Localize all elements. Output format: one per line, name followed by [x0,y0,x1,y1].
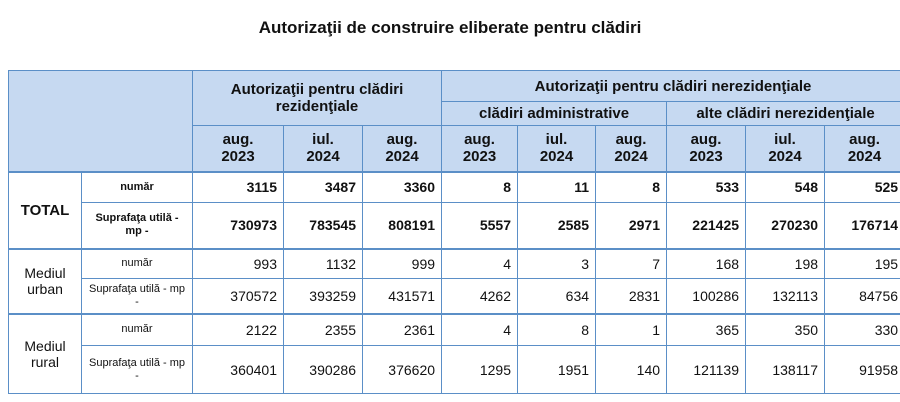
table-cell: 330 [825,314,900,346]
metric-label: număr [82,172,193,203]
period-month: aug. [222,131,254,149]
table-cell: 548 [746,172,825,203]
table-cell: 1295 [442,346,518,394]
table-cell: 393259 [284,279,363,314]
header-other-nonresidential: alte clădiri nerezidenţiale [667,102,900,126]
header-nonresidential: Autorizaţii pentru clădiri nerezidenţiale [442,71,900,102]
table-cell: 2122 [193,314,284,346]
table-cell: 5557 [442,203,518,249]
table-cell: 270230 [746,203,825,249]
period-month: aug. [690,131,722,149]
table-cell: 84756 [825,279,900,314]
group-label: Mediul urban [9,249,82,314]
header-residential: Autorizaţii pentru clădiri rezidenţiale [193,71,442,126]
table-cell: 365 [667,314,746,346]
group-label: TOTAL [9,172,82,249]
metric-label: Suprafaţa utilă - mp - [82,203,193,249]
table-cell: 140 [596,346,667,394]
statistics-table [8,70,900,394]
period-year: 2024 [614,148,648,166]
table-cell: 350 [746,314,825,346]
table-cell: 132113 [746,279,825,314]
table-row [9,314,900,346]
period-header [363,126,442,172]
table-cell: 7 [596,249,667,279]
group-label: Mediul rural [9,314,82,394]
table-row [9,279,900,314]
period-month: iul. [312,131,334,149]
table-cell: 176714 [825,203,900,249]
table-cell: 2585 [518,203,596,249]
table-cell: 3487 [284,172,363,203]
table-cell: 2361 [363,314,442,346]
table-row [9,172,900,203]
header-administrative: clădiri administrative [442,102,667,126]
table-cell: 4 [442,314,518,346]
table-cell: 91958 [825,346,900,394]
period-month: iul. [545,131,568,149]
table-cell: 783545 [284,203,363,249]
table-cell: 168 [667,249,746,279]
table-cell: 8 [596,172,667,203]
period-year: 2024 [385,148,419,166]
table-cell: 138117 [746,346,825,394]
table-cell: 3360 [363,172,442,203]
period-header [518,126,596,172]
table-row [9,346,900,394]
table-cell: 370572 [193,279,284,314]
period-month: aug. [615,131,647,149]
period-header [442,126,518,172]
metric-label: număr [82,249,193,279]
period-year: 2024 [847,148,882,166]
table-cell: 3 [518,249,596,279]
period-month: aug. [849,131,880,149]
table-cell: 4 [442,249,518,279]
table-cell: 360401 [193,346,284,394]
period-year: 2023 [689,148,723,166]
page-title: Autorizaţii de construire eliberate pentru clădiri [258,18,642,37]
table-cell: 11 [518,172,596,203]
table-cell: 4262 [442,279,518,314]
period-year: 2024 [539,148,574,166]
table-cell: 999 [363,249,442,279]
table-cell: 390286 [284,346,363,394]
table-cell: 2831 [596,279,667,314]
table-cell: 2355 [284,314,363,346]
metric-label: Suprafaţa utilă - mp - [82,279,193,314]
table-cell: 8 [442,172,518,203]
period-header [746,126,825,172]
table-cell: 431571 [363,279,442,314]
table-cell: 3115 [193,172,284,203]
period-header [825,126,900,172]
metric-label: număr [82,314,193,346]
table-cell: 376620 [363,346,442,394]
period-year: 2023 [462,148,497,166]
period-header [667,126,746,172]
table-cell: 8 [518,314,596,346]
table-cell: 1 [596,314,667,346]
table-cell: 198 [746,249,825,279]
table-cell: 634 [518,279,596,314]
period-header [193,126,284,172]
table-cell: 533 [667,172,746,203]
period-year: 2024 [768,148,802,166]
table-cell: 121139 [667,346,746,394]
period-month: aug. [464,131,495,149]
table-cell: 100286 [667,279,746,314]
table-cell: 221425 [667,203,746,249]
table-cell: 195 [825,249,900,279]
period-header [596,126,667,172]
period-header [284,126,363,172]
table-cell: 1132 [284,249,363,279]
table-cell: 2971 [596,203,667,249]
period-month: aug. [386,131,418,149]
table-row [9,203,900,249]
header-corner-cell [9,71,193,172]
table-cell: 993 [193,249,284,279]
table-cell: 1951 [518,346,596,394]
table-cell: 730973 [193,203,284,249]
table-cell: 808191 [363,203,442,249]
period-year: 2024 [306,148,340,166]
table-cell: 525 [825,172,900,203]
table-row [9,249,900,279]
metric-label: Suprafaţa utilă - mp - [82,346,193,394]
period-month: iul. [774,131,796,149]
period-year: 2023 [221,148,255,166]
